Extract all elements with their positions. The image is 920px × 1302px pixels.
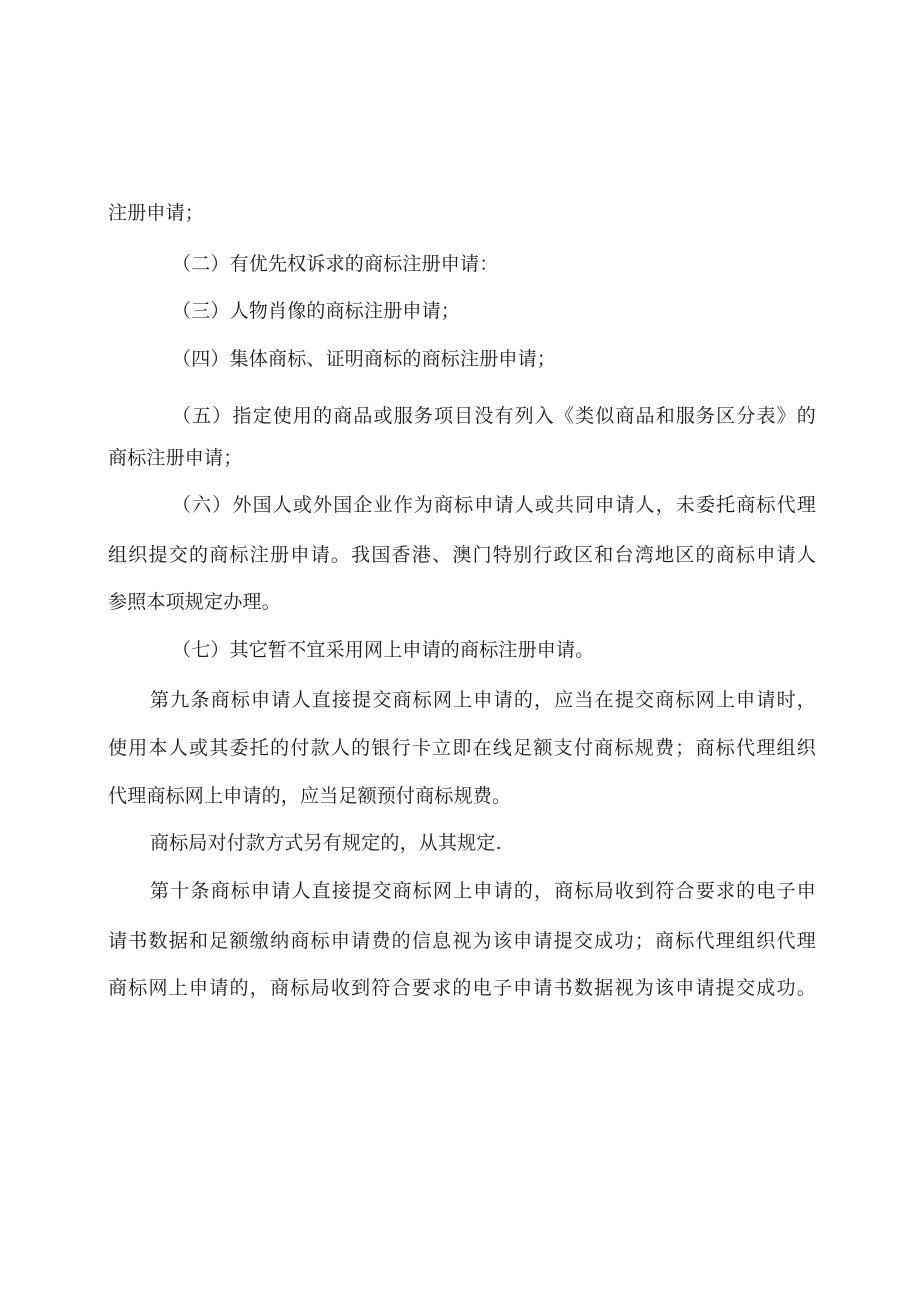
text-line-7: （六）外国人或外国企业作为商标申请人或共同申请人，未委托商标代理	[172, 494, 816, 516]
text-line-6: 商标注册申请；	[108, 447, 243, 469]
text-line-9: 参照本项规定办理。	[108, 591, 281, 613]
text-line-13: 代理商标网上申请的，应当足额预付商标规费。	[108, 785, 512, 807]
text-line-5: （五）指定使用的商品或服务项目没有列入《类似商品和服务区分表》的	[172, 405, 816, 427]
text-line-8: 组织提交的商标注册申请。我国香港、澳门特别行政区和台湾地区的商标申请人	[108, 544, 816, 566]
text-line-15: 第十条商标申请人直接提交商标网上申请的，商标局收到符合要求的电子申	[150, 880, 816, 902]
text-line-17: 商标网上申请的，商标局收到符合要求的电子申请书数据视为该申请提交成功。	[108, 977, 816, 999]
text-line-14: 商标局对付款方式另有规定的，从其规定.	[150, 832, 502, 854]
text-line-1: 注册申请；	[108, 202, 205, 224]
text-line-12: 使用本人或其委托的付款人的银行卡立即在线足额支付商标规费；商标代理组织	[108, 737, 816, 759]
text-line-11: 第九条商标申请人直接提交商标网上申请的，应当在提交商标网上申请时，	[150, 689, 816, 711]
text-line-4: （四）集体商标、证明商标的商标注册申请；	[172, 348, 557, 370]
text-line-2: （二）有优先权诉求的商标注册申请：	[172, 253, 499, 275]
text-line-10: （七）其它暂不宜采用网上申请的商标注册申请。	[172, 639, 595, 661]
text-line-16: 请书数据和足额缴纳商标申请费的信息视为该申请提交成功；商标代理组织代理	[108, 930, 816, 952]
text-line-3: （三）人物肖像的商标注册申请；	[172, 300, 461, 322]
